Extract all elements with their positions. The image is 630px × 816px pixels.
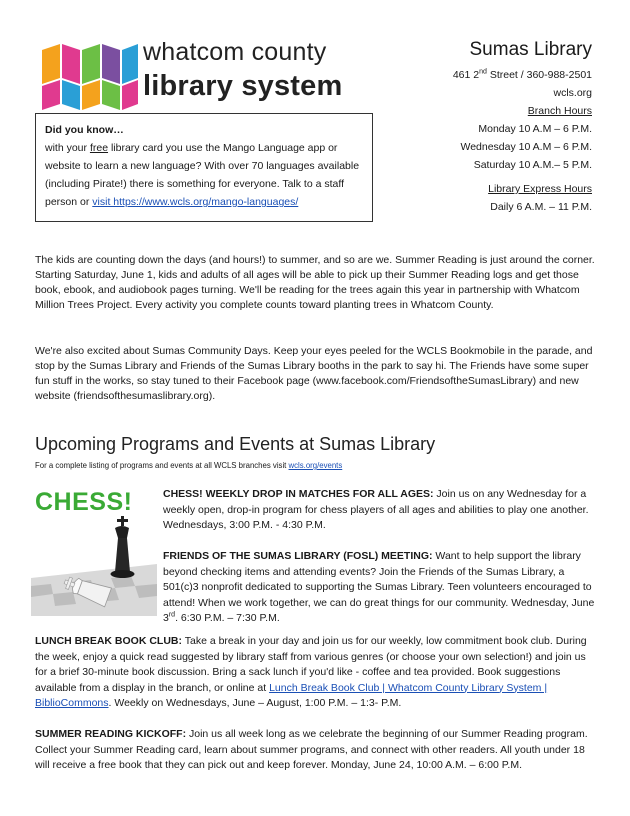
event-fosl-title: FRIENDS OF THE SUMAS LIBRARY (FOSL) MEETING: xyxy=(163,550,433,562)
intro-paragraph-2: We're also excited about Sumas Community Days. Keep your eyes peeled for the WCLS Bookmobile in the parade, and stop by the Sumas Library and Friends of the Sumas Library booths in the park to say hi. The Friends have some super fun stuff in the works, so stay tuned to their Facebook page (www.facebook.com/FriendsoftheSumasLibrary) and new website (friendsofthesumaslibrary.org). xyxy=(35,345,593,402)
programs-heading: Upcoming Programs and Events at Sumas Library xyxy=(35,434,436,454)
programs-subtext: For a complete listing of programs and events at all WCLS branches visit wcls.org/events xyxy=(35,461,343,470)
branch-hours-monday: Monday 10 A.M – 6 P.M. xyxy=(478,123,592,135)
event-lunch-title: LUNCH BREAK BOOK CLUB: xyxy=(35,635,182,647)
did-you-know-box xyxy=(35,113,373,222)
branch-info xyxy=(453,38,592,216)
branch-hours-wednesday: Wednesday 10 A.M – 6 P.M. xyxy=(460,141,592,153)
branch-address: 461 2nd Street / 360-988-2501 xyxy=(452,68,592,81)
logo-text-line2: library system xyxy=(143,70,343,102)
intro-paragraph-1: The kids are counting down the days (and hours!) to summer, and so are we. Summer Reading is just around the corner. Starting Saturday, June 1, kids and adults of all ages will be able to pick up their Summer Reading logs and get those book, ebook, and audiobook pages turning. We'll be reading for the trees again this year in partnership with Whatcom Million Trees Project. Every activity you complete counts toward planting trees in Whatcom County. xyxy=(35,254,595,311)
event-summer-reading-kickoff: SUMMER READING KICKOFF: Join us all week long as we celebrate the beginning of our Summer Reading program. Collect your Summer Reading card, learn about summer programs, and connect with other readers. All youth under 18 will receive a free book that they can pick out and keep forever. Monday, June 24, 10:00 A.M. – 6:00 P.M. xyxy=(35,728,588,771)
event-chess-title: CHESS! WEEKLY DROP IN MATCHES FOR ALL AGES: xyxy=(163,488,434,500)
did-you-know-text: with your free library card you use the Mango Language app or website to learn a new language? With over 70 languages available (including Pirate!) there is something for everyone. Talk to a staff person or visit https://www.wcls.org/mango-languages/ xyxy=(45,142,360,208)
did-you-know-heading: Did you know… xyxy=(45,124,124,136)
wcls-events-link[interactable]: wcls.org/events xyxy=(288,461,343,470)
mango-languages-link[interactable]: visit https://www.wcls.org/mango-languages/ xyxy=(92,196,299,208)
biblio-commons-link[interactable]: Lunch Break Book Club | Whatcom County Library System | BiblioCommons xyxy=(35,681,548,709)
logo-book-icon xyxy=(40,42,140,112)
chess-image-title: CHESS! xyxy=(35,488,133,516)
branch-website[interactable]: wcls.org xyxy=(553,87,592,99)
logo-text-line1: whatcom county xyxy=(143,38,327,66)
branch-hours-saturday: Saturday 10 A.M.– 5 P.M. xyxy=(473,159,592,171)
event-chess: CHESS! WEEKLY DROP IN MATCHES FOR ALL AGES: Join us on any Wednesday for a weekly open, drop-in program for chess players of all ages and abilities to play one another. Wednesdays, 3:00 P.M. - 4:30 P.M. xyxy=(163,488,589,531)
event-summer-title: SUMMER READING KICKOFF: xyxy=(35,728,187,740)
event-lunch-break-book-club: LUNCH BREAK BOOK CLUB: Take a break in your day and join us for our weekly, low commitment book club. During the week, enjoy a quick read suggested by library staff from various genres (or choose your own selection!) and join us for a brief 30-minute book discussion. Bring a sack lunch if you'd like - coffee and tea provided. Book suggestions available from a display in the branch, or online at Lunch Break Book Club | Whatcom County Library System | BiblioCommons. Weekly on Wednesdays, June – August, 1:00 P.M. – 1:3- P.M. xyxy=(35,635,587,709)
wcls-logo xyxy=(40,38,370,112)
chess-image xyxy=(31,486,157,616)
event-fosl-meeting: FRIENDS OF THE SUMAS LIBRARY (FOSL) MEETING: Want to help support the library beyond checking items and attending events? Join the Friends of the Sumas Library, a 501(c)3 nonprofit dedicated to supporting the Sumas Library. Teen volunteers encouraged to attend! When we work together, we can do great things for our community. Wednesday, June 3rd. 6:30 P.M. – 7:30 P.M. xyxy=(163,550,595,624)
branch-name: Sumas Library xyxy=(469,39,592,60)
express-hours: Daily 6 A.M. – 11 P.M. xyxy=(490,201,592,213)
express-hours-label: Library Express Hours xyxy=(488,183,592,195)
branch-hours-label: Branch Hours xyxy=(527,105,592,117)
